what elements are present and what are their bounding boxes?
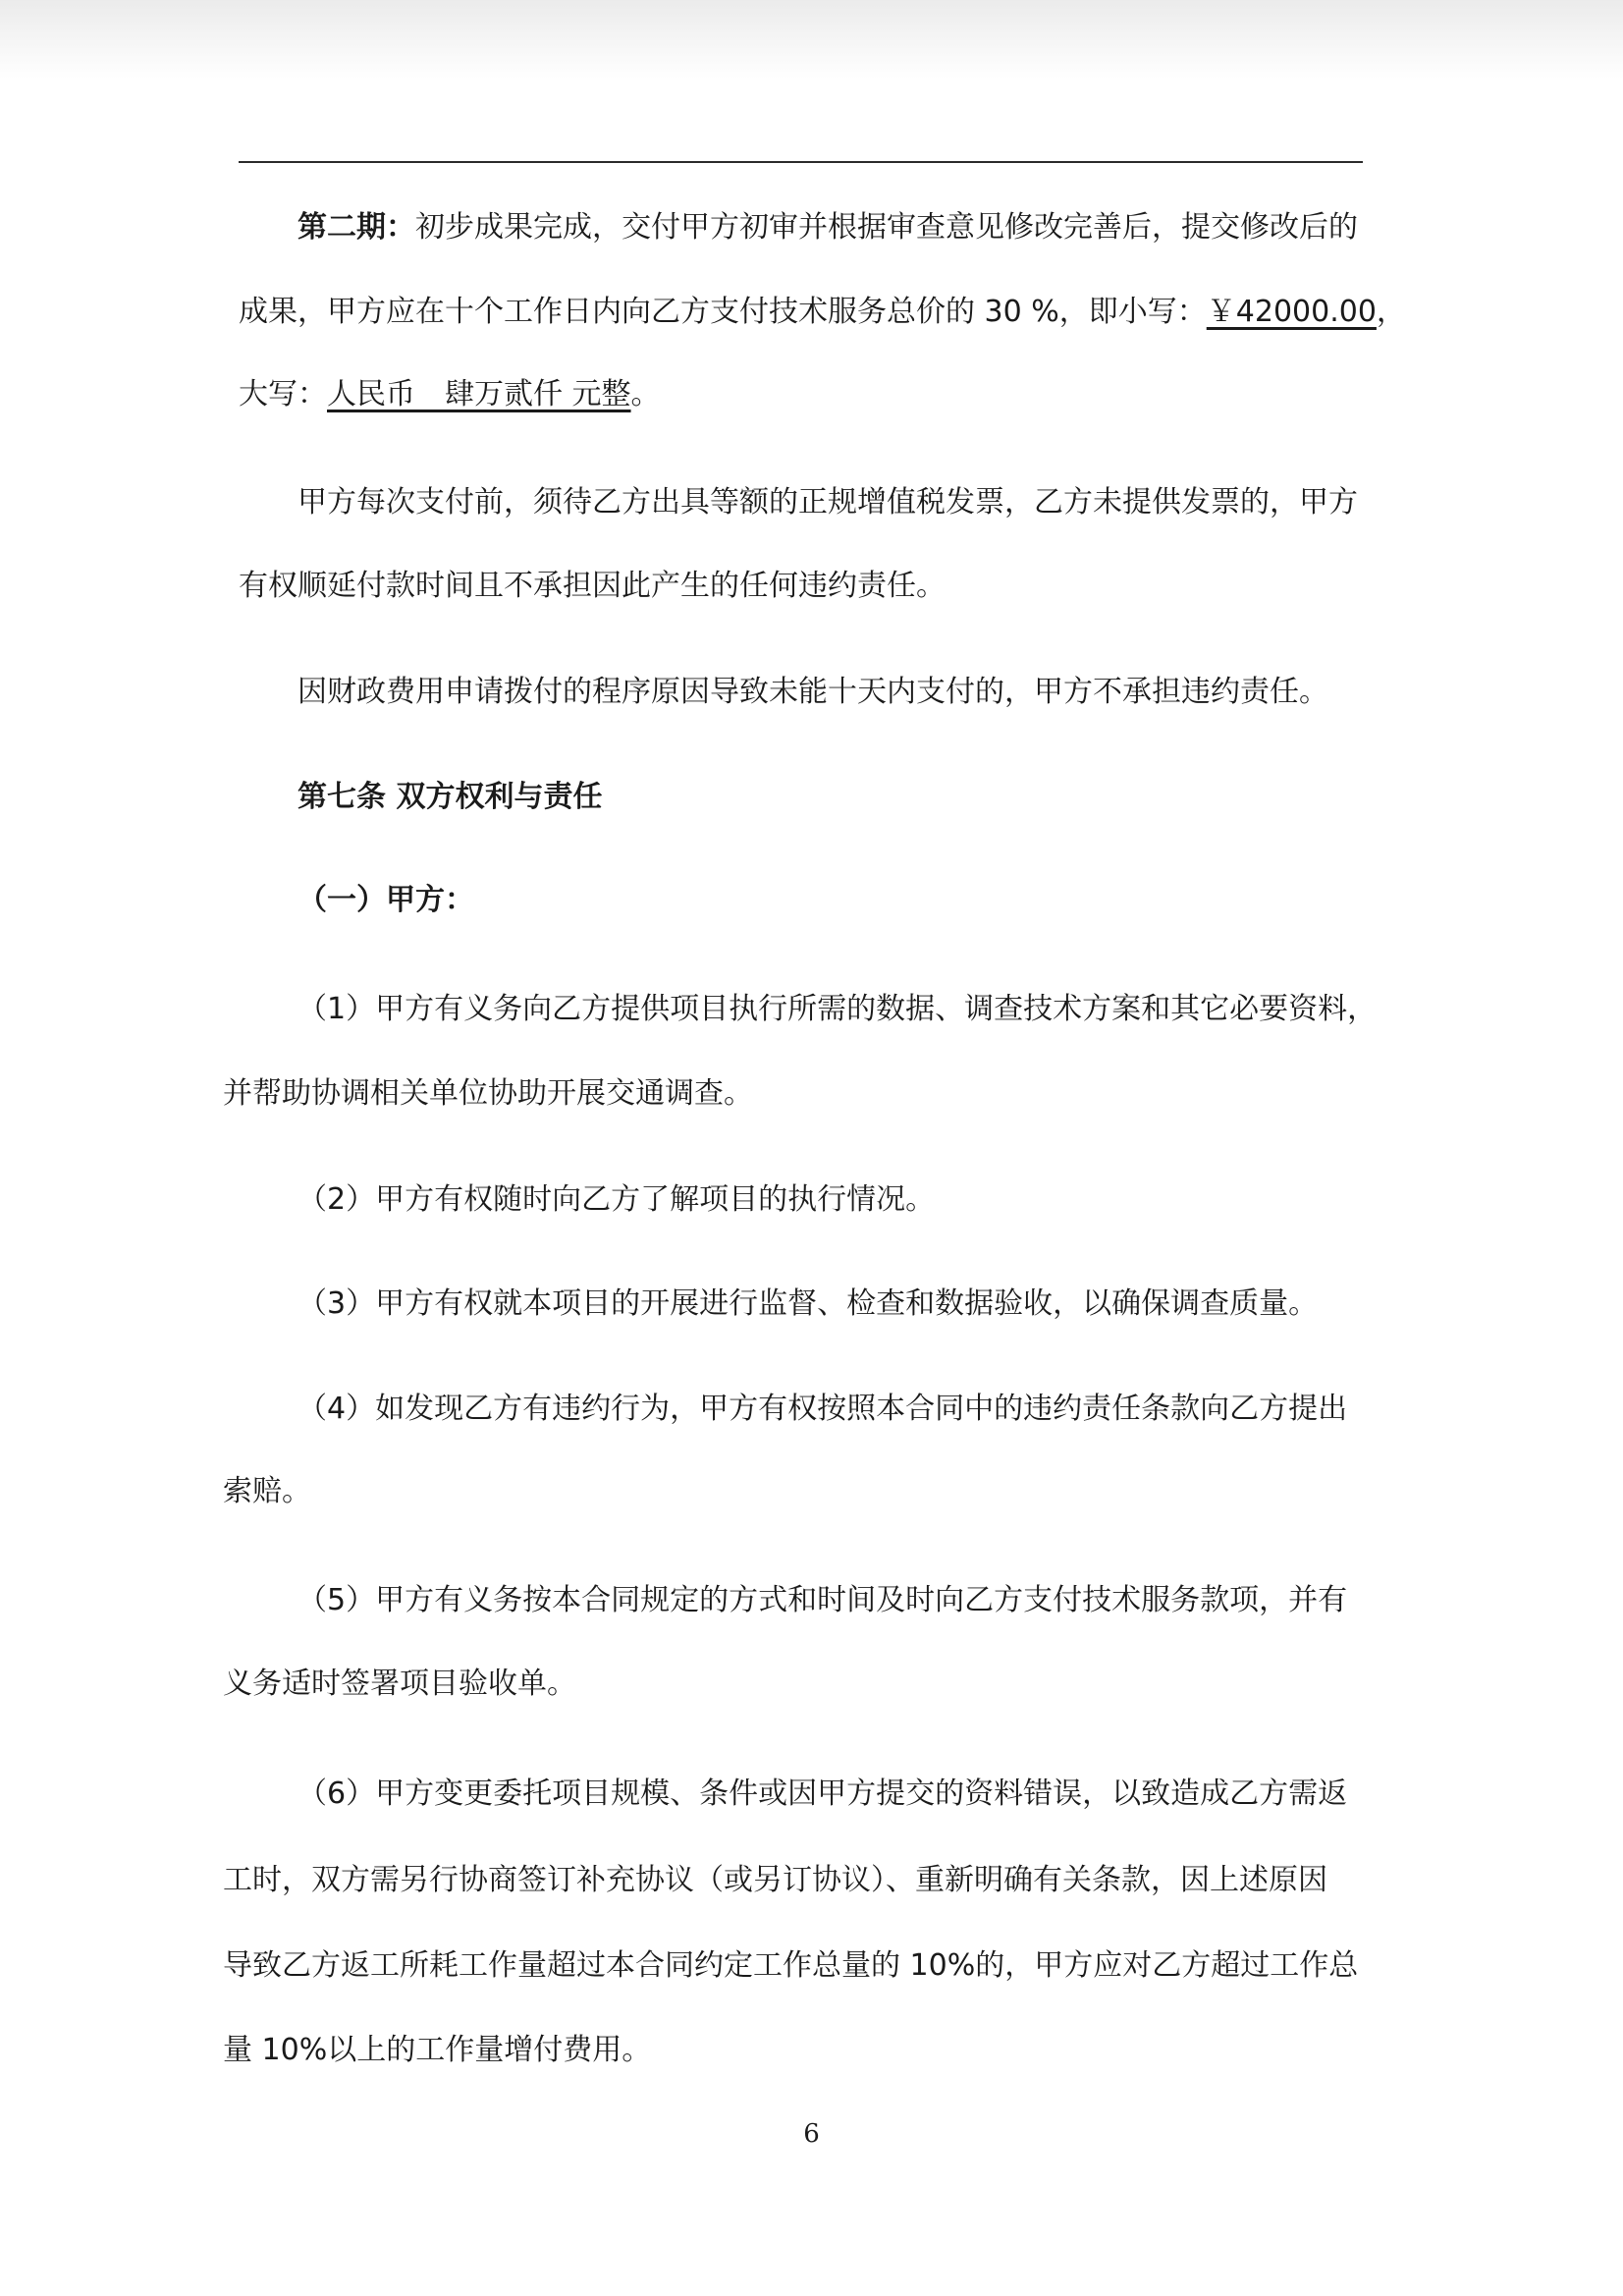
stage2-line-2	[239, 291, 1406, 334]
stage2-line-1	[298, 206, 1358, 249]
invoice-line-1: 甲方每次支付前，须待乙方出具等额的正规增值税发票，乙方未提供发票的，甲方	[298, 485, 1358, 519]
item-3-line-1: （3）甲方有权就本项目的开展进行监督、检查和数据验收，以确保调查质量。	[298, 1286, 1319, 1321]
amount-words: 人民币 肆万贰仟 元整	[327, 377, 631, 411]
fiscal-line: 因财政费用申请拨付的程序原因导致未能十天内支付的，甲方不承担违约责任。	[298, 675, 1328, 709]
item-4-line-1: （4）如发现乙方有违约行为，甲方有权按照本合同中的违约责任条款向乙方提出	[298, 1392, 1348, 1426]
amount-words-label: 大写：	[239, 377, 327, 411]
invoice-line-2: 有权顺延付款时间且不承担因此产生的任何违约责任。	[239, 569, 946, 603]
item-5-line-2: 义务适时签署项目验收单。	[223, 1667, 576, 1701]
stage2-text-2: 成果，甲方应在十个工作日内向乙方支付技术服务总价的 30 %，即小写：	[239, 295, 1207, 329]
item-2-line-1: （2）甲方有权随时向乙方了解项目的执行情况。	[298, 1182, 936, 1217]
scan-shadow	[0, 0, 1623, 79]
article7-heading: 第七条 双方权利与责任	[298, 780, 603, 814]
item-6-line-1: （6）甲方变更委托项目规模、条件或因甲方提交的资料错误，以致造成乙方需返	[298, 1777, 1348, 1811]
item-4-line-2: 索赔。	[223, 1474, 311, 1508]
stage2-label: 第二期：	[298, 210, 415, 245]
party-a-heading: （一）甲方：	[298, 883, 474, 917]
item-6-line-3: 导致乙方返工所耗工作量超过本合同约定工作总量的 10%的，甲方应对乙方超过工作总	[223, 1948, 1359, 1983]
item-6-line-2: 工时，双方需另行协商签订补充协议（或另订协议）、重新明确有关条款，因上述原因	[223, 1863, 1327, 1897]
header-rule	[239, 161, 1363, 163]
stage2-line3-end: 。	[630, 377, 661, 411]
amount-figures: ￥42000.00	[1206, 295, 1377, 329]
stage2-text: 初步成果完成，交付甲方初审并根据审查意见修改完善后，提交修改后的	[415, 210, 1358, 245]
stage2-line2-end: ，	[1376, 295, 1406, 329]
item-6-line-4: 量 10%以上的工作量增付费用。	[223, 2033, 652, 2067]
page-number: 6	[803, 2119, 820, 2149]
stage2-line-3	[239, 373, 661, 416]
item-1-line-1: （1）甲方有义务向乙方提供项目执行所需的数据、调查技术方案和其它必要资料，	[298, 992, 1378, 1026]
item-5-line-1: （5）甲方有义务按本合同规定的方式和时间及时向乙方支付技术服务款项，并有	[298, 1583, 1348, 1617]
item-1-line-2: 并帮助协调相关单位协助开展交通调查。	[223, 1076, 753, 1111]
